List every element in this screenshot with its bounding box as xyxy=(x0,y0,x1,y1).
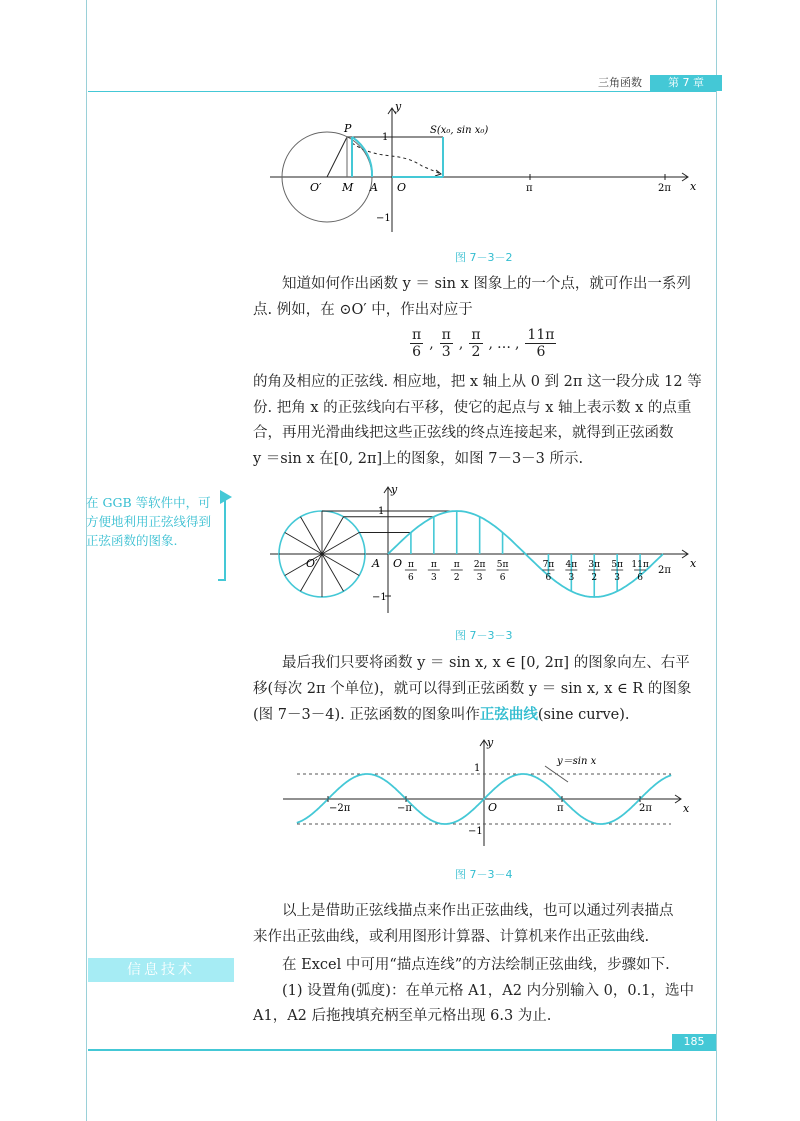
figure-7-3-2 xyxy=(270,100,710,240)
fig1-point-p: P xyxy=(344,122,352,135)
fig3-origin: O xyxy=(488,801,498,814)
tick-label-denominator: 3 xyxy=(430,573,437,583)
paragraph-1 xyxy=(253,272,723,323)
fig2-y-label: y xyxy=(391,483,398,496)
translation-arrow xyxy=(352,143,441,174)
header-rule xyxy=(88,91,716,92)
tick-label-numerator: π xyxy=(407,560,414,570)
paragraph-3-line-3: (图 7－3－4). 正弦函数的图象叫作正弦曲线(sine curve). xyxy=(253,706,630,723)
fig1-tick-pi: π xyxy=(526,183,533,194)
fig1-point-a: A xyxy=(370,181,378,194)
tick-label-denominator: 3 xyxy=(476,573,483,583)
fig1-tick-neg-one: −1 xyxy=(376,213,391,224)
fig2-point-a: A xyxy=(372,557,380,570)
paragraph-1-line-2: 点. 例如，在 ⊙O′ 中，作出对应于 xyxy=(253,301,473,318)
paragraph-5-line-3: A1，A2 后拖拽填充柄至单元格出现 6.3 为止. xyxy=(253,1008,552,1024)
paragraph-2-line-1: 的角及相应的正弦线. 相应地，把 x 轴上从 0 到 2π 这一段分成 12 等 xyxy=(253,374,702,390)
figure-7-3-4 xyxy=(283,736,703,852)
fig3-tick-neg-one: −1 xyxy=(468,826,483,837)
radius-op xyxy=(327,137,347,177)
circle-radius xyxy=(322,533,359,555)
arc-ap xyxy=(352,137,372,177)
tick-label-numerator: 2π xyxy=(473,560,486,570)
fig1-point-oprime: O′ xyxy=(310,181,322,194)
fraction-pi-2: $\frac{\pi}{2}$ xyxy=(471,327,481,360)
fig3-curve-label: y＝sin x xyxy=(557,756,597,767)
tick-label-numerator: 5π xyxy=(611,560,623,570)
circle-radius xyxy=(301,517,323,554)
figure-caption-7-3-2: 图 7－3－2 xyxy=(455,251,513,264)
fig2-origin: O xyxy=(393,557,403,570)
circle-radius xyxy=(322,517,344,554)
fraction-11pi-6: $\frac{11\pi}{6}$ xyxy=(527,327,555,360)
angle-fraction-list: $\frac{\pi}{6}$ , $\frac{\pi}{3}$ , $\frac{\pi}{2}$ , … , $\frac{11\pi}{6}$ xyxy=(412,327,555,360)
paragraph-4-line-2: 来作出正弦曲线，或利用图形计算器、计算机来作出正弦曲线. xyxy=(253,928,650,945)
circle-radius xyxy=(322,554,344,591)
tick-label-denominator: 3 xyxy=(614,573,621,583)
tick-label-numerator: 7π xyxy=(542,560,555,570)
figure-7-3-3 xyxy=(270,483,710,623)
figure-caption-7-3-3: 图 7－3－3 xyxy=(455,629,513,642)
paragraph-3-line-1: 最后我们只要将函数 y ＝ sin x, x ∈ [0, 2π] 的图象向左、右平 xyxy=(282,655,690,671)
circle-radius xyxy=(322,554,359,576)
info-technology-tag: 信息技术 xyxy=(88,958,234,982)
paragraph-3 xyxy=(253,651,723,729)
paragraph-1-line-1: 知道如何作出函数 y ＝ sin x 图象上的一个点，就可作出一系列 xyxy=(282,276,691,292)
fig2-point-oprime: O′ xyxy=(306,557,318,570)
tick-label-denominator: 2 xyxy=(591,573,598,583)
circle-radius xyxy=(285,533,322,555)
fig2-tick-2pi: 2π xyxy=(658,565,671,576)
fig3-tick-neg-2pi: −2π xyxy=(329,803,351,814)
footer-rule xyxy=(88,1049,716,1051)
paragraph-5-line-1: 在 Excel 中可用“描点连线”的方法绘制正弦曲线，步骤如下. xyxy=(282,957,670,973)
ellipsis: … xyxy=(496,335,511,352)
tick-label-denominator: 6 xyxy=(545,573,552,583)
page-frame-left xyxy=(86,0,87,1121)
fig1-point-m: M xyxy=(342,181,354,194)
tick-label-numerator: 11π xyxy=(631,560,649,570)
paragraph-5-line-2: (1) 设置角(弧度)：在单元格 A1，A2 内分别输入 0，0.1，选中 xyxy=(282,982,694,999)
fig1-origin: O xyxy=(397,181,407,194)
tick-label-denominator: 3 xyxy=(568,573,575,583)
fig1-point-s: S(x₀, sin x₀) xyxy=(430,125,489,136)
tick-label-denominator: 6 xyxy=(499,573,506,583)
tick-label-numerator: 5π xyxy=(496,560,509,570)
fig3-y-label: y xyxy=(487,736,494,749)
fig1-tick-2pi: 2π xyxy=(658,183,671,194)
paragraph-5 xyxy=(253,953,723,1030)
running-header xyxy=(590,75,722,91)
paragraph-4-line-1: 以上是借助正弦线描点来作出正弦曲线，也可以通过列表描点 xyxy=(282,903,674,919)
fig3-tick-pi: π xyxy=(557,803,564,814)
tick-label-numerator: 3π xyxy=(588,560,601,570)
paragraph-2 xyxy=(253,370,723,472)
chapter-number-badge: 第 7 章 xyxy=(650,75,722,91)
tick-label-denominator: 2 xyxy=(453,573,460,583)
fig2-x-label: x xyxy=(690,557,697,570)
side-note-flag-icon xyxy=(220,490,232,504)
paragraph-2-line-4: y ＝sin x 在[0, 2π]上的图象，如图 7－3－3 所示. xyxy=(253,450,584,467)
fraction-pi-3: $\frac{\pi}{3}$ xyxy=(441,327,451,360)
fig2-tick-one: 1 xyxy=(378,506,385,517)
term-sine-curve: 正弦曲线 xyxy=(479,706,538,723)
figure-caption-7-3-4: 图 7－3－4 xyxy=(455,868,513,881)
fig2-tick-neg-one: −1 xyxy=(372,592,387,603)
fig1-tick-one: 1 xyxy=(382,132,389,143)
fig3-tick-neg-pi: −π xyxy=(397,803,412,814)
tick-label-numerator: π xyxy=(453,560,460,570)
side-note-bracket xyxy=(218,497,226,581)
page-number: 185 xyxy=(672,1034,716,1050)
paragraph-3-line-2: 移(每次 2π 个单位)，就可以得到正弦函数 y ＝ sin x, x ∈ R 的图象 xyxy=(253,680,692,697)
fig3-tick-one: 1 xyxy=(474,763,481,774)
fraction-pi-6: $\frac{\pi}{6}$ xyxy=(412,327,422,360)
tick-label-denominator: 6 xyxy=(408,573,414,583)
chapter-title: 三角函数 xyxy=(598,76,642,89)
paragraph-2-line-3: 合，再用光滑曲线把这些正弦线的终点连接起来，就得到正弦函数 xyxy=(253,425,674,441)
side-note-ggb: 在 GGB 等软件中，可方便地利用正弦线得到正弦函数的图象. xyxy=(86,495,212,548)
tick-label-numerator: 4π xyxy=(565,560,578,570)
paragraph-4 xyxy=(253,899,723,950)
fig1-y-label: y xyxy=(395,100,402,113)
tick-label-numerator: π xyxy=(430,560,437,570)
fig1-x-label: x xyxy=(690,180,697,193)
paragraph-2-line-2: 份. 把角 x 的正弦线向右平移，使它的起点与 x 轴上表示数 x 的点重 xyxy=(253,399,692,416)
fig3-x-label: x xyxy=(683,802,690,815)
tick-label-denominator: 6 xyxy=(637,573,643,583)
fig3-tick-2pi: 2π xyxy=(639,803,652,814)
